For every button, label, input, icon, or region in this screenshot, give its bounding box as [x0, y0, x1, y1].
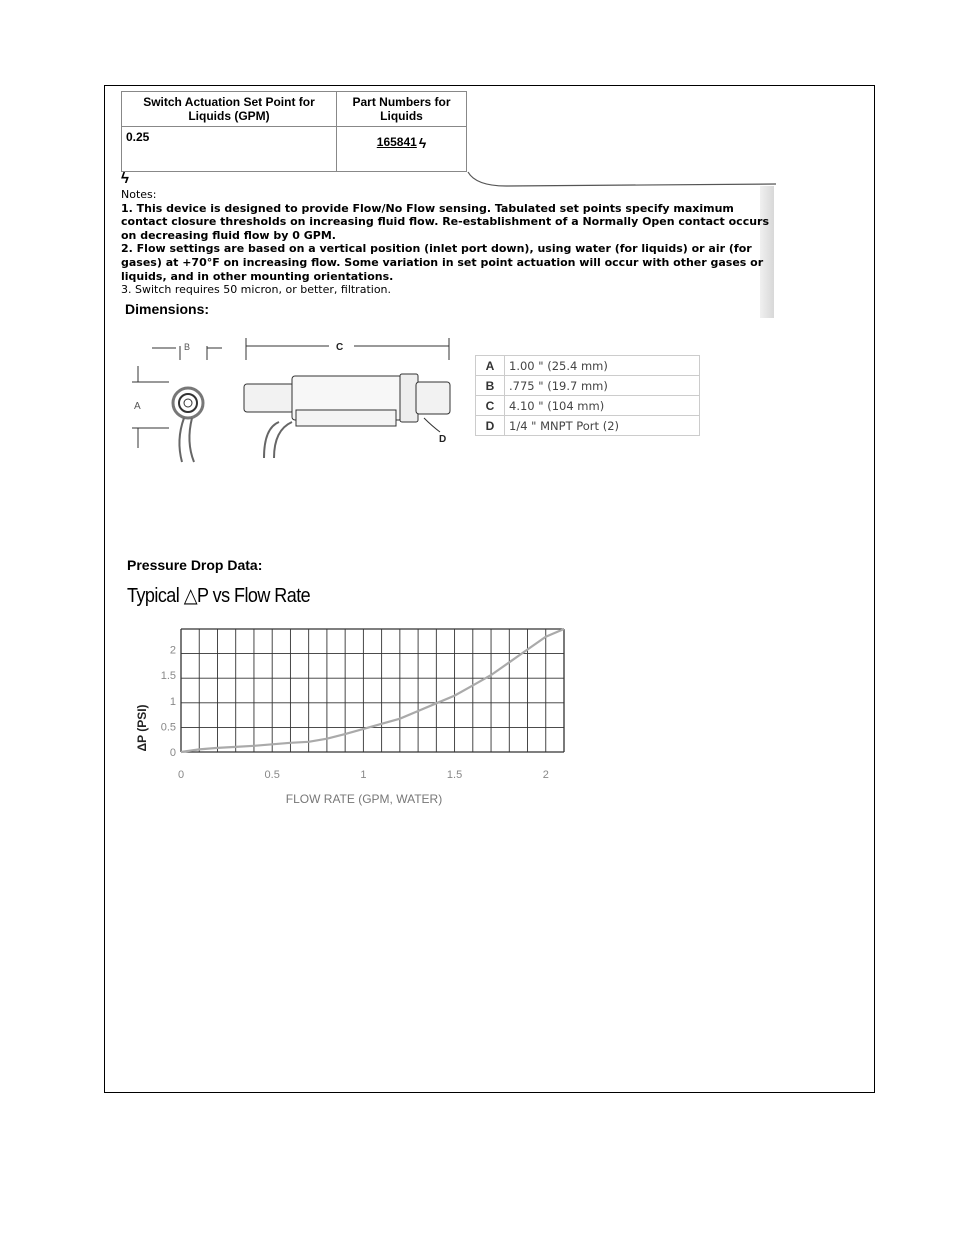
y-tick-label: 1.5	[160, 670, 176, 683]
table-row	[476, 376, 700, 396]
lightning-bolt-icon: ϟ	[418, 135, 427, 151]
notes-section	[121, 188, 775, 297]
x-tick-label: 1.5	[446, 769, 463, 781]
notes-label: Notes:	[121, 188, 157, 201]
table-row	[476, 356, 700, 376]
x-axis-label: FLOW RATE (GPM, WATER)	[285, 792, 443, 806]
chart-title: Typical △P vs Flow Rate	[127, 585, 311, 607]
x-tick-label: 1	[360, 769, 367, 781]
table-row	[122, 127, 467, 172]
x-axis-ticks	[178, 769, 549, 781]
pressure-drop-title: Pressure Drop Data:	[127, 557, 263, 573]
dim-value: .775 " (19.7 mm)	[505, 376, 700, 396]
note-1: 1. This device is designed to provide Flow/No Flow sensing. Tabulated set points specify maximum contact closure thresholds on increasing fluid flow. Re-establishment of a Normally Open contact occurs on decreasing fluid flow by 0 GPM.	[121, 201, 770, 242]
drawing-label-a: A	[134, 401, 141, 412]
y-axis-label: ΔP (PSI)	[135, 704, 149, 752]
y-axis-ticks	[161, 645, 176, 760]
chart-grid	[181, 629, 564, 752]
y-tick-label: 1	[169, 695, 176, 708]
y-tick-label: 0.5	[160, 721, 176, 734]
drawing-label-d: D	[439, 434, 447, 445]
x-tick-label: 0	[177, 769, 185, 781]
dim-key: A	[476, 356, 505, 376]
dim-key: C	[476, 396, 505, 416]
x-tick-label: 0.5	[264, 769, 280, 781]
set-point-value: 0.25	[122, 127, 337, 172]
dim-value: 4.10 " (104 mm)	[505, 396, 700, 416]
header-set-point: Switch Actuation Set Point for Liquids (GPM)	[122, 92, 337, 127]
dimension-drawing	[124, 330, 464, 470]
drawing-label-c: C	[336, 342, 344, 353]
table-row	[476, 396, 700, 416]
part-number-table	[121, 91, 467, 172]
y-tick-label: 2	[169, 644, 176, 657]
note-2: 2. Flow settings are based on a vertical position (inlet port down), using water (for liquids) or air (for gases) at +70°F on increasing flow. Some variation in set point actuation will occur with other gases or liquids, and in other mounting orientations.	[121, 242, 764, 283]
y-tick-label: 0	[169, 747, 176, 759]
series-line	[181, 629, 564, 752]
part-number-link[interactable]: 165841	[376, 135, 417, 149]
x-tick-label: 2	[542, 769, 549, 781]
dimensions-title: Dimensions:	[125, 301, 210, 317]
pressure-drop-chart	[124, 620, 584, 820]
lightning-bolt-icon: ϟ	[121, 170, 129, 187]
dim-key: B	[476, 376, 505, 396]
header-part-numbers: Part Numbers for Liquids	[337, 92, 467, 127]
table-row	[476, 416, 700, 436]
dim-value: 1.00 " (25.4 mm)	[505, 356, 700, 376]
drawing-label-b: B	[184, 342, 191, 352]
dimensions-table	[475, 355, 700, 436]
dim-key: D	[476, 416, 505, 436]
dim-value: 1/4 " MNPT Port (2)	[505, 416, 700, 436]
note-3: 3. Switch requires 50 micron, or better, filtration.	[121, 283, 392, 297]
